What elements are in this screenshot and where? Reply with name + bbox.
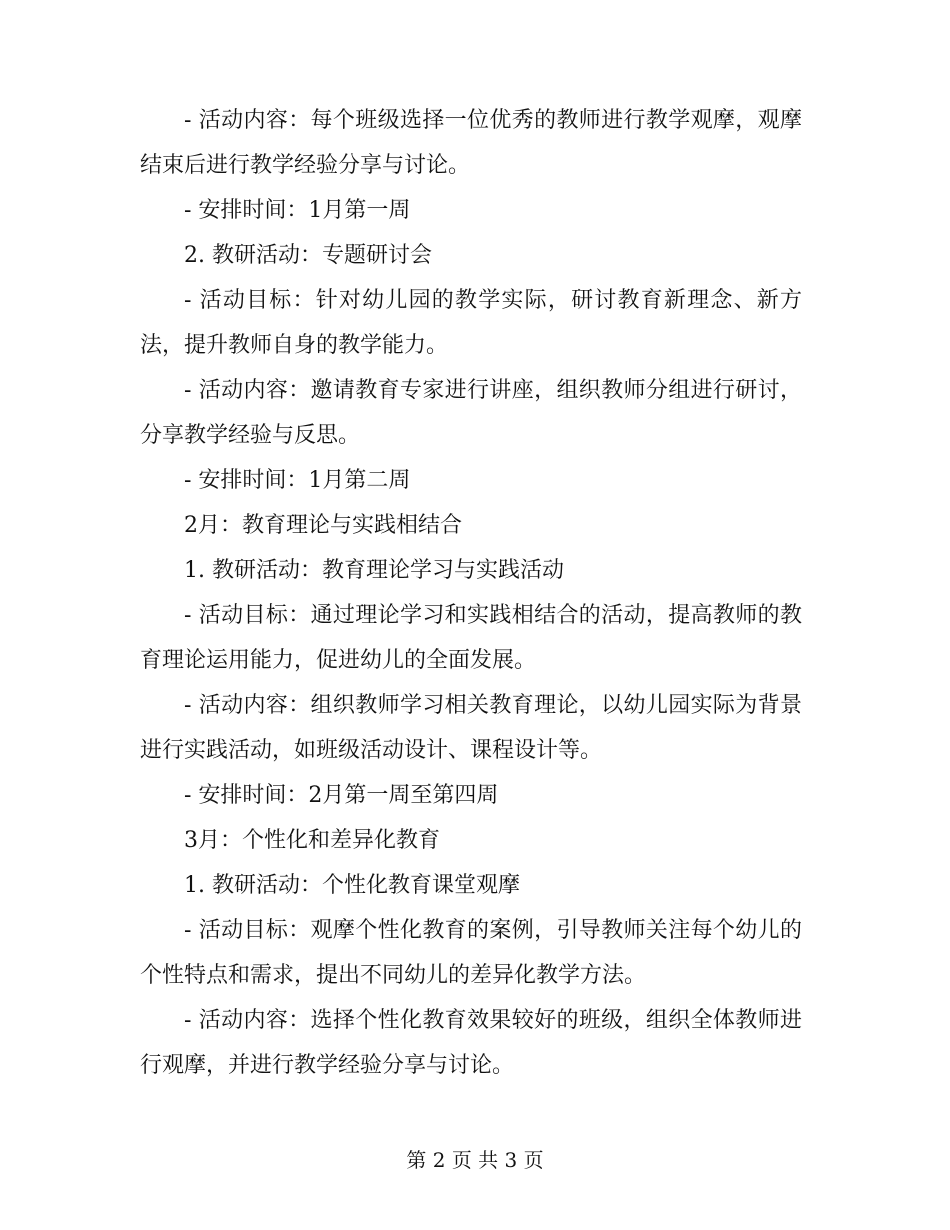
section-heading: 3月：个性化和差异化教育 xyxy=(184,828,440,853)
section-heading: 2月：教育理论与实践相结合 xyxy=(184,513,462,538)
paragraph: 2. 教研活动：专题研讨会 xyxy=(184,243,432,268)
paragraph: - 活动内容：邀请教育专家进行讲座，组织教师分组进行研讨，分享教学经验与反思。 xyxy=(140,378,802,448)
paragraph: - 活动内容：组织教师学习相关教育理论，以幼儿园实际为背景进行实践活动，如班级活动设计、课程设计等。 xyxy=(140,693,802,763)
page-number-footer: 第 2 页 共 3 页 xyxy=(406,1148,544,1172)
paragraph: - 活动目标：观摩个性化教育的案例，引导教师关注每个幼儿的个性特点和需求，提出不同幼儿的差异化教学方法。 xyxy=(140,918,802,988)
paragraph: - 活动内容：每个班级选择一位优秀的教师进行教学观摩，观摩结束后进行教学经验分享与讨论。 xyxy=(140,108,802,178)
paragraph: - 活动目标：通过理论学习和实践相结合的活动，提高教师的教育理论运用能力，促进幼儿的全面发展。 xyxy=(140,603,802,673)
document-body xyxy=(140,98,802,1088)
paragraph: - 活动目标：针对幼儿园的教学实际，研讨教育新理念、新方法，提升教师自身的教学能力。 xyxy=(140,288,802,358)
paragraph: 1. 教研活动：个性化教育课堂观摩 xyxy=(184,873,520,898)
paragraph: 1. 教研活动：教育理论学习与实践活动 xyxy=(184,558,564,583)
paragraph: - 安排时间：2月第一周至第四周 xyxy=(184,783,499,808)
paragraph: - 安排时间：1月第一周 xyxy=(184,198,411,223)
paragraph: - 安排时间：1月第二周 xyxy=(184,468,411,493)
paragraph: - 活动内容：选择个性化教育效果较好的班级，组织全体教师进行观摩，并进行教学经验分享与讨论。 xyxy=(140,1008,802,1078)
